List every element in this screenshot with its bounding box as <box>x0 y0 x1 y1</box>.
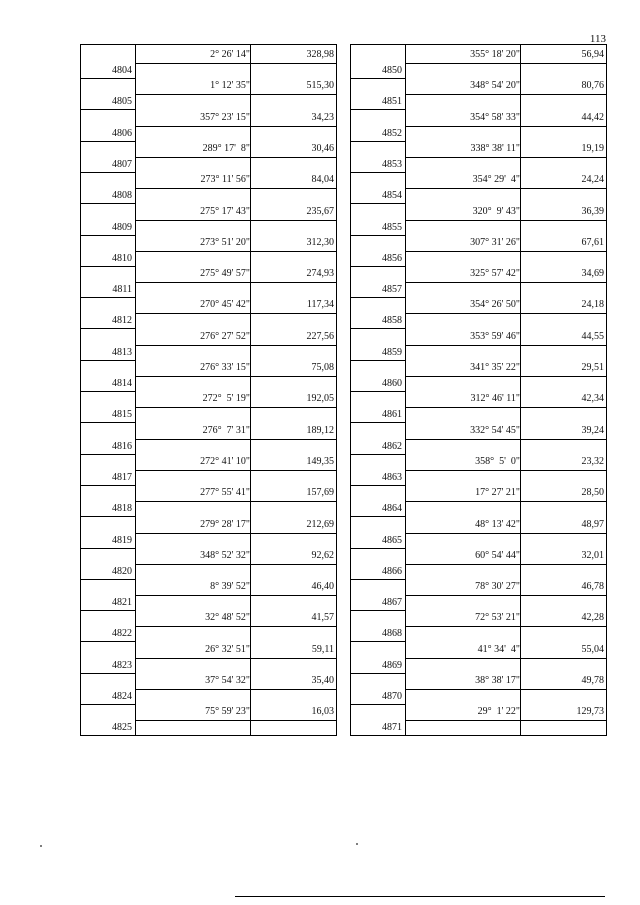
segment-separator <box>405 439 606 440</box>
segment-separator <box>405 345 606 346</box>
point-separator <box>351 485 405 486</box>
segment-separator <box>135 157 336 158</box>
point-id: 4857 <box>382 284 402 296</box>
point-id: 4867 <box>382 597 402 609</box>
segment-distance: 46,78 <box>581 581 604 593</box>
point-id: 4822 <box>112 628 132 640</box>
point-id: 4808 <box>112 190 132 202</box>
segment-separator <box>405 595 606 596</box>
bearing-angle: 354° 58' 33" <box>470 111 520 123</box>
bearing-angle: 348° 52' 32" <box>200 549 250 561</box>
point-separator <box>351 109 405 110</box>
point-separator <box>351 673 405 674</box>
segment-separator <box>135 63 336 64</box>
point-id: 4871 <box>382 722 402 734</box>
segment-distance: 36,39 <box>581 205 604 217</box>
point-separator <box>81 203 135 204</box>
segment-distance: 41,57 <box>311 612 334 624</box>
segment-distance: 39,24 <box>581 424 604 436</box>
segment-distance: 55,04 <box>581 643 604 655</box>
bearing-angle: 29° 1' 22" <box>477 706 520 718</box>
bearing-angle: 275° 49' 57" <box>200 268 250 280</box>
bearing-angle: 289° 17' 8" <box>202 142 250 154</box>
point-separator <box>351 360 405 361</box>
segment-separator <box>405 689 606 690</box>
point-separator <box>351 641 405 642</box>
bearing-angle: 41° 34' 4" <box>477 643 520 655</box>
segment-separator <box>405 501 606 502</box>
segment-separator <box>135 251 336 252</box>
point-id: 4807 <box>112 158 132 170</box>
point-separator <box>351 704 405 705</box>
segment-separator <box>135 188 336 189</box>
segment-distance: 30,46 <box>311 142 334 154</box>
page-number: 113 <box>589 33 606 45</box>
segment-separator <box>135 564 336 565</box>
bearing-angle: 272° 41' 10" <box>200 455 250 467</box>
segment-distance: 328,98 <box>306 49 334 60</box>
segment-distance: 75,08 <box>311 362 334 373</box>
segment-distance: 59,11 <box>311 643 334 655</box>
footer-rule <box>235 896 605 897</box>
bearing-angle: 78° 30' 27" <box>475 581 520 593</box>
segment-separator <box>405 220 606 221</box>
point-id: 4804 <box>112 65 132 76</box>
point-id: 4814 <box>112 378 132 389</box>
bearing-angle: 8° 39' 52" <box>210 581 250 593</box>
segment-separator <box>405 376 606 377</box>
bearing-angle: 354° 26' 50" <box>470 299 520 311</box>
bearing-angle: 270° 45' 42" <box>200 299 250 311</box>
point-separator <box>351 78 405 79</box>
segment-separator <box>135 282 336 283</box>
segment-distance: 227,56 <box>306 330 334 342</box>
point-separator <box>81 297 135 298</box>
bearing-angle: 275° 17' 43" <box>200 205 250 217</box>
segment-distance: 23,32 <box>581 455 604 467</box>
right-survey-table <box>350 44 607 736</box>
stray-mark <box>40 845 42 847</box>
point-separator <box>81 516 135 517</box>
point-id: 4821 <box>112 597 132 609</box>
segment-separator <box>135 595 336 596</box>
bearing-angle: 60° 54' 44" <box>475 549 520 561</box>
point-id: 4851 <box>382 96 402 108</box>
point-id: 4811 <box>112 284 132 296</box>
bearing-angle: 276° 27' 52" <box>200 330 250 342</box>
bearing-angle: 1° 12' 35" <box>210 80 250 92</box>
segment-distance: 42,28 <box>581 612 604 624</box>
bearing-angle: 332° 54' 45" <box>470 424 520 436</box>
point-separator <box>351 610 405 611</box>
bearing-angle: 276° 7' 31" <box>202 424 250 436</box>
bearing-angle: 325° 57' 42" <box>470 268 520 280</box>
segment-distance: 274,93 <box>306 268 334 280</box>
bearing-angle: 38° 38' 17" <box>475 675 520 686</box>
segment-distance: 84,04 <box>311 174 334 186</box>
point-separator <box>81 704 135 705</box>
bearing-angle: 312° 46' 11" <box>470 393 520 405</box>
bearing-angle: 354° 29' 4" <box>472 174 520 186</box>
segment-distance: 67,61 <box>581 236 604 248</box>
bearing-angle: 357° 23' 15" <box>200 111 250 123</box>
segment-distance: 28,50 <box>581 487 604 499</box>
point-separator <box>351 454 405 455</box>
point-id: 4861 <box>382 409 402 421</box>
point-separator <box>351 328 405 329</box>
bearing-angle: 273° 51' 20" <box>200 236 250 248</box>
point-separator <box>81 610 135 611</box>
segment-distance: 34,23 <box>311 111 334 123</box>
point-separator <box>81 579 135 580</box>
segment-separator <box>405 407 606 408</box>
segment-distance: 212,69 <box>306 518 334 530</box>
bearing-angle: 276° 33' 15" <box>200 362 250 373</box>
point-id: 4869 <box>382 659 402 671</box>
bearing-angle: 17° 27' 21" <box>475 487 520 499</box>
segment-distance: 192,05 <box>306 393 334 405</box>
point-separator <box>351 548 405 549</box>
point-separator <box>81 485 135 486</box>
point-id: 4823 <box>112 659 132 671</box>
point-separator <box>351 391 405 392</box>
bearing-angle: 2° 26' 14" <box>210 49 250 60</box>
segment-separator <box>135 94 336 95</box>
segment-separator <box>405 720 606 721</box>
bearing-angle: 320° 9' 43" <box>472 205 520 217</box>
segment-separator <box>135 626 336 627</box>
point-id: 4865 <box>382 534 402 546</box>
point-separator <box>81 78 135 79</box>
bearing-angle: 272° 5' 19" <box>202 393 250 405</box>
point-id: 4816 <box>112 440 132 452</box>
point-separator <box>81 235 135 236</box>
bearing-angle: 279° 28' 17" <box>200 518 250 530</box>
point-id: 4812 <box>112 315 132 327</box>
bearing-angle: 355° 18' 20" <box>470 49 520 60</box>
point-separator <box>351 203 405 204</box>
point-separator <box>351 141 405 142</box>
bearing-angle: 32° 48' 52" <box>205 612 250 624</box>
segment-distance: 46,40 <box>311 581 334 593</box>
segment-distance: 56,94 <box>581 49 604 60</box>
bearing-angle: 37° 54' 32" <box>205 675 250 686</box>
point-id: 4862 <box>382 440 402 452</box>
segment-separator <box>135 439 336 440</box>
point-id: 4820 <box>112 565 132 577</box>
segment-distance: 19,19 <box>581 142 604 154</box>
segment-separator <box>135 720 336 721</box>
point-id: 4819 <box>112 534 132 546</box>
segment-separator <box>405 282 606 283</box>
segment-distance: 129,73 <box>576 706 604 718</box>
segment-distance: 16,03 <box>311 706 334 718</box>
segment-distance: 24,18 <box>581 299 604 311</box>
point-separator <box>81 141 135 142</box>
point-id: 4855 <box>382 221 402 233</box>
segment-separator <box>405 626 606 627</box>
bearing-angle: 348° 54' 20" <box>470 80 520 92</box>
point-id: 4850 <box>382 65 402 76</box>
left-survey-table <box>80 44 337 736</box>
point-separator <box>81 422 135 423</box>
point-separator <box>81 172 135 173</box>
segment-separator <box>135 689 336 690</box>
point-separator <box>81 266 135 267</box>
segment-separator <box>135 220 336 221</box>
segment-separator <box>135 126 336 127</box>
segment-separator <box>405 251 606 252</box>
point-id: 4854 <box>382 190 402 202</box>
bearing-angle: 48° 13' 42" <box>475 518 520 530</box>
segment-distance: 515,30 <box>306 80 334 92</box>
point-separator <box>81 109 135 110</box>
point-id: 4806 <box>112 127 132 139</box>
point-separator <box>351 579 405 580</box>
point-id: 4852 <box>382 127 402 139</box>
point-id: 4856 <box>382 252 402 264</box>
point-separator <box>351 297 405 298</box>
point-id: 4815 <box>112 409 132 421</box>
segment-separator <box>135 407 336 408</box>
point-id: 4810 <box>112 252 132 264</box>
point-separator <box>351 516 405 517</box>
point-separator <box>81 391 135 392</box>
segment-distance: 92,62 <box>311 549 334 561</box>
segment-separator <box>135 313 336 314</box>
segment-distance: 42,34 <box>581 393 604 405</box>
segment-distance: 312,30 <box>306 236 334 248</box>
point-id: 4859 <box>382 346 402 358</box>
segment-separator <box>135 376 336 377</box>
segment-separator <box>135 533 336 534</box>
point-separator <box>81 641 135 642</box>
point-id: 4864 <box>382 503 402 515</box>
point-id: 4860 <box>382 378 402 389</box>
stray-mark <box>356 843 358 845</box>
segment-separator <box>135 470 336 471</box>
segment-separator <box>405 188 606 189</box>
point-separator <box>81 328 135 329</box>
segment-separator <box>405 126 606 127</box>
segment-separator <box>405 658 606 659</box>
point-id: 4818 <box>112 503 132 515</box>
bearing-angle: 277° 55' 41" <box>200 487 250 499</box>
point-separator <box>81 360 135 361</box>
point-id: 4809 <box>112 221 132 233</box>
segment-separator <box>405 564 606 565</box>
point-id: 4824 <box>112 691 132 702</box>
point-id: 4813 <box>112 346 132 358</box>
bearing-angle: 273° 11' 56" <box>200 174 250 186</box>
segment-separator <box>135 345 336 346</box>
segment-separator <box>405 313 606 314</box>
bearing-angle: 341° 35' 22" <box>470 362 520 373</box>
bearing-angle: 358° 5' 0" <box>475 455 520 467</box>
segment-distance: 29,51 <box>581 362 604 373</box>
segment-distance: 35,40 <box>311 675 334 686</box>
point-id: 4866 <box>382 565 402 577</box>
segment-distance: 44,42 <box>581 111 604 123</box>
segment-distance: 34,69 <box>581 268 604 280</box>
point-id: 4868 <box>382 628 402 640</box>
segment-distance: 235,67 <box>306 205 334 217</box>
point-separator <box>351 266 405 267</box>
point-id: 4817 <box>112 471 132 483</box>
point-separator <box>81 673 135 674</box>
segment-distance: 48,97 <box>581 518 604 530</box>
segment-distance: 149,35 <box>306 455 334 467</box>
segment-distance: 32,01 <box>581 549 604 561</box>
point-separator <box>81 454 135 455</box>
segment-distance: 44,55 <box>581 330 604 342</box>
segment-separator <box>405 470 606 471</box>
segment-separator <box>405 157 606 158</box>
point-separator <box>351 422 405 423</box>
point-id: 4805 <box>112 96 132 108</box>
segment-separator <box>135 501 336 502</box>
segment-distance: 157,69 <box>306 487 334 499</box>
point-separator <box>351 735 405 736</box>
point-id: 4825 <box>112 722 132 734</box>
bearing-angle: 75° 59' 23" <box>205 706 250 718</box>
segment-distance: 189,12 <box>306 424 334 436</box>
point-id: 4863 <box>382 471 402 483</box>
bearing-angle: 72° 53' 21" <box>475 612 520 624</box>
bearing-angle: 307° 31' 26" <box>470 236 520 248</box>
bearing-angle: 353° 59' 46" <box>470 330 520 342</box>
bearing-angle: 338° 38' 11" <box>470 142 520 154</box>
segment-distance: 49,78 <box>581 675 604 686</box>
point-id: 4870 <box>382 691 402 702</box>
point-separator <box>351 235 405 236</box>
point-id: 4853 <box>382 158 402 170</box>
point-id: 4858 <box>382 315 402 327</box>
segment-separator <box>135 658 336 659</box>
point-separator <box>351 172 405 173</box>
segment-distance: 117,34 <box>306 299 334 311</box>
point-separator <box>81 548 135 549</box>
segment-separator <box>405 94 606 95</box>
point-separator <box>81 735 135 736</box>
segment-distance: 80,76 <box>581 80 604 92</box>
segment-separator <box>405 63 606 64</box>
segment-distance: 24,24 <box>581 174 604 186</box>
segment-separator <box>405 533 606 534</box>
bearing-angle: 26° 32' 51" <box>205 643 250 655</box>
